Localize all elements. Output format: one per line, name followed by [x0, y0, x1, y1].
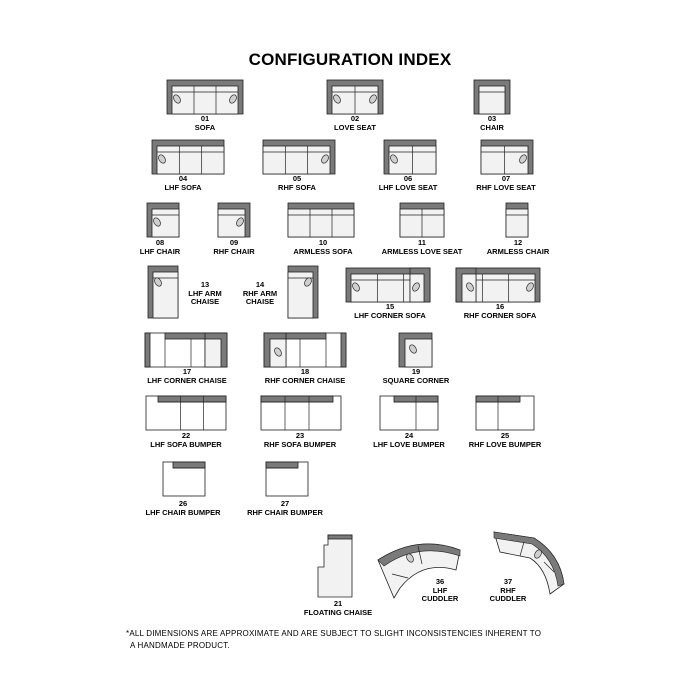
item-number: 25	[500, 431, 510, 440]
item-name: RHF CHAIR	[213, 246, 255, 256]
item-label	[140, 239, 180, 256]
item-number: 15	[385, 302, 395, 311]
sofa-diagram-10	[287, 202, 355, 238]
item-label	[383, 368, 450, 385]
footnote-line-2: A HANDMADE PRODUCT.	[130, 641, 230, 650]
sofa-diagram-22	[145, 395, 227, 431]
corner-seat	[205, 339, 221, 367]
item-name: CHAISE	[245, 297, 275, 306]
sofa-diagram-12	[505, 202, 529, 238]
sofa-diagram-13	[147, 265, 179, 319]
item-name: LHF CHAIR BUMPER	[145, 507, 221, 517]
sofa-diagram-18	[263, 332, 347, 368]
item-name: RHF CORNER SOFA	[463, 310, 537, 320]
sofa-diagram-25	[475, 395, 535, 431]
item-label	[487, 239, 550, 256]
item-label	[213, 239, 254, 256]
sofa-diagram-21	[317, 534, 353, 598]
back	[158, 396, 226, 402]
item-number: 13	[200, 280, 210, 289]
item-number: 18	[300, 367, 310, 376]
sofa-diagram-05	[262, 139, 336, 175]
item-name: CHAIR	[480, 122, 504, 132]
item-name: RHF LOVE SEAT	[476, 182, 536, 192]
item-label	[146, 500, 221, 517]
sofa-diagram-01	[166, 79, 244, 115]
item-name: RHF CORNER CHAISE	[264, 375, 346, 385]
sofa-diagram-04	[151, 139, 225, 175]
sofa-diagram-11	[399, 202, 445, 238]
item-name: LHF SOFA BUMPER	[150, 439, 222, 449]
back	[328, 535, 352, 539]
item-number: 16	[495, 302, 505, 311]
item-label	[476, 175, 535, 192]
item-name: ARMLESS CHAIR	[486, 246, 550, 256]
item-number: 23	[295, 431, 305, 440]
sofa-diagram-02	[326, 79, 384, 115]
item-number: 09	[229, 238, 239, 247]
item-number: 19	[411, 367, 421, 376]
arm	[145, 333, 150, 367]
item-label	[334, 115, 376, 132]
item-name: RHF	[500, 585, 516, 595]
back	[173, 462, 205, 468]
item-label	[304, 600, 372, 617]
sofa-diagram-17	[144, 332, 228, 368]
sofa-diagram-19	[398, 332, 433, 368]
sofa-diagram-15	[345, 267, 431, 303]
footnote	[126, 628, 586, 652]
item-label	[469, 432, 542, 449]
item-number: 12	[513, 238, 523, 247]
item-label	[379, 175, 438, 192]
item-number: 14	[255, 280, 265, 289]
seat-area	[479, 86, 505, 114]
item-name: ARMLESS LOVE SEAT	[381, 246, 463, 256]
item-name: CUDDLER	[489, 594, 527, 603]
seat-area	[157, 146, 224, 174]
item-label	[264, 432, 336, 449]
item-label	[150, 432, 221, 449]
item-number: 24	[404, 431, 414, 440]
item-name: FLOATING CHAISE	[303, 607, 373, 617]
seat-area	[288, 209, 354, 237]
item-label	[422, 578, 459, 604]
sofa-diagram-07	[480, 139, 534, 175]
item-name: LHF CHAIR	[139, 246, 181, 256]
item-number: 27	[280, 499, 290, 508]
item-number: 03	[487, 114, 497, 123]
item-number: 01	[200, 114, 210, 123]
back	[266, 462, 298, 468]
item-label	[188, 281, 221, 307]
item-number: 11	[418, 238, 426, 247]
sofa-diagram-14	[287, 265, 319, 319]
item-name: RHF ARM	[242, 288, 278, 298]
sofa-diagram-26	[162, 461, 206, 497]
item-label	[243, 281, 277, 307]
sofa-diagram-16	[455, 267, 541, 303]
arm	[341, 333, 346, 367]
page-title: CONFIGURATION INDEX	[248, 50, 452, 69]
item-name: LHF CORNER CHAISE	[147, 375, 227, 385]
item-number: 37	[503, 577, 513, 586]
sofa-diagram-03	[473, 79, 511, 115]
item-label	[464, 303, 537, 320]
item-label	[382, 239, 463, 256]
item-label	[480, 115, 504, 132]
item-label	[293, 239, 352, 256]
item-number: 17	[182, 367, 192, 376]
item-label	[164, 175, 201, 192]
sofa-diagram-24	[379, 395, 439, 431]
item-name: SQUARE CORNER	[382, 375, 450, 385]
seat-area	[172, 86, 238, 114]
item-label	[373, 432, 445, 449]
item-name: CUDDLER	[421, 594, 459, 603]
sofa-diagram-08	[146, 202, 180, 238]
item-name: LHF	[432, 585, 448, 595]
footnote-line-1: *ALL DIMENSIONS ARE APPROXIMATE AND ARE SUBJECT TO SLIGHT INCONSISTENCIES INHERENT TO	[126, 629, 542, 638]
item-number: 10	[318, 238, 328, 247]
item-name: RHF SOFA BUMPER	[263, 439, 337, 449]
item-number: 26	[178, 499, 188, 508]
item-number: 21	[333, 599, 343, 608]
item-number: 04	[178, 174, 188, 183]
sofa-diagram-09	[217, 202, 251, 238]
item-label	[195, 115, 215, 132]
item-number: 08	[155, 238, 165, 247]
item-number: 22	[181, 431, 191, 440]
sofa-diagram-06	[383, 139, 437, 175]
item-name: RHF CHAIR BUMPER	[247, 507, 323, 517]
item-name: LHF LOVE SEAT	[378, 182, 438, 192]
item-label	[247, 500, 323, 517]
item-name: RHF SOFA	[278, 182, 316, 192]
item-name: RHF LOVE BUMPER	[468, 439, 542, 449]
item-label	[265, 368, 345, 385]
item-number: 36	[435, 577, 445, 586]
item-name: CHAISE	[190, 297, 220, 306]
item-number: 02	[350, 114, 360, 123]
sofa-diagram-27	[265, 461, 309, 497]
item-name: ARMLESS SOFA	[293, 246, 353, 256]
item-name: LOVE SEAT	[334, 122, 376, 132]
seat-area	[405, 339, 432, 367]
seat-area	[263, 146, 330, 174]
item-number: 06	[403, 174, 413, 183]
back	[261, 396, 333, 402]
item-number: 05	[292, 174, 302, 183]
item-name: LHF SOFA	[164, 182, 202, 192]
sofa-diagram-23	[260, 395, 342, 431]
item-label	[490, 578, 527, 604]
item-name: LHF ARM	[188, 288, 222, 298]
item-label	[147, 368, 227, 385]
item-name: SOFA	[194, 122, 216, 132]
item-label	[278, 175, 316, 192]
seat-area	[506, 209, 528, 237]
item-label	[354, 303, 426, 320]
item-number: 07	[501, 174, 511, 183]
chaise-outline	[318, 535, 352, 597]
item-name: LHF LOVE BUMPER	[373, 439, 445, 449]
item-name: LHF CORNER SOFA	[354, 310, 426, 320]
